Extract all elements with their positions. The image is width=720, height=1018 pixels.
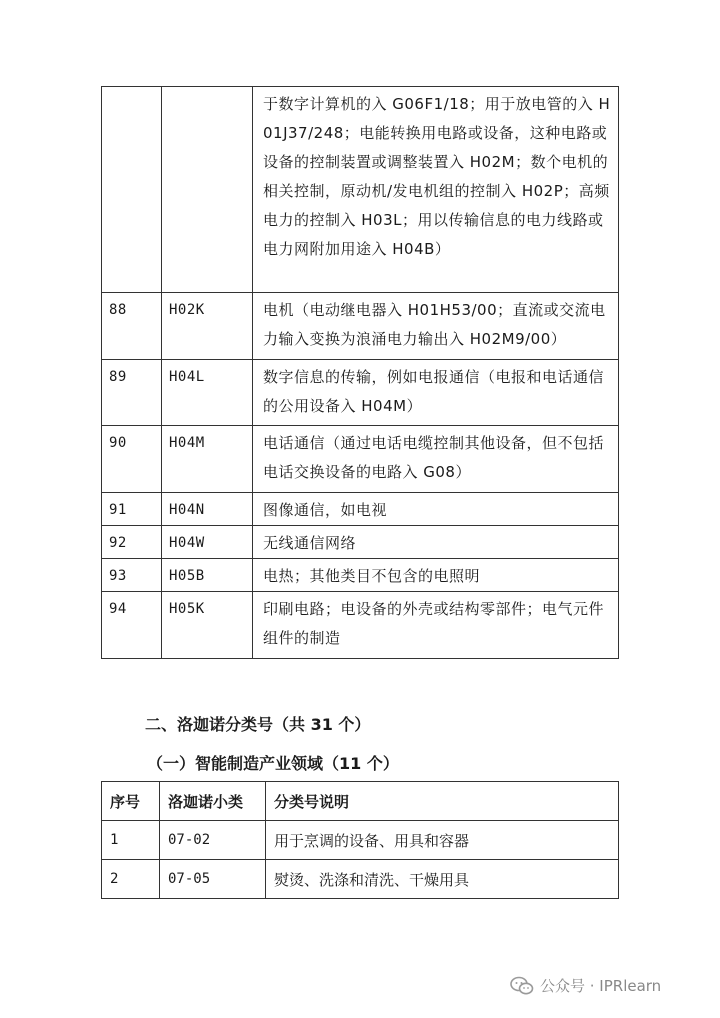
header-seq: 序号 xyxy=(102,782,160,821)
row-code: 07-02 xyxy=(160,821,266,860)
row-code: H04M xyxy=(162,426,253,493)
row-code: 07-05 xyxy=(160,860,266,899)
row-code: H04L xyxy=(162,360,253,426)
table-row xyxy=(102,360,619,426)
table-header-row xyxy=(102,782,619,821)
row-description: 用于烹调的设备、用具和容器 xyxy=(266,821,619,860)
row-description: 印刷电路；电设备的外壳或结构零部件；电气元件组件的制造 xyxy=(253,592,619,659)
table-row xyxy=(102,426,619,493)
row-code: H02K xyxy=(162,293,253,360)
section-heading: 二、洛迦诺分类号（共 31 个） xyxy=(145,715,371,734)
row-description: 于数字计算机的入 G06F1/18；用于放电管的入 H01J37/248；电能转换用电路或设备，这种电路或设备的控制装置或调整装置入 H02M；数个电机的相关控制，原动机/发电机组的控制入 H02P；高频电力的控制入 H03L；用以传输信息的电力线路或电力网附加用途入 H04B） xyxy=(253,87,619,293)
row-code: H04N xyxy=(162,493,253,526)
row-seq: 1 xyxy=(102,821,160,860)
header-class: 洛迦诺小类 xyxy=(160,782,266,821)
header-description: 分类号说明 xyxy=(266,782,619,821)
subsection-heading: （一）智能制造产业领域（11 个） xyxy=(147,754,399,773)
row-seq: 92 xyxy=(102,526,162,559)
row-code xyxy=(162,87,253,293)
row-description: 熨烫、洗涤和清洗、干燥用具 xyxy=(266,860,619,899)
locarno-classification-table xyxy=(101,781,619,899)
row-description: 电热；其他类目不包含的电照明 xyxy=(253,559,619,592)
watermark-text: 公众号 · IPRlearn xyxy=(540,977,662,995)
wechat-icon xyxy=(510,976,534,996)
ipc-classification-table xyxy=(101,86,619,659)
row-code: H05B xyxy=(162,559,253,592)
row-description: 数字信息的传输，例如电报通信（电报和电话通信的公用设备入 H04M） xyxy=(253,360,619,426)
table-row xyxy=(102,526,619,559)
row-seq: 2 xyxy=(102,860,160,899)
row-description: 无线通信网络 xyxy=(253,526,619,559)
row-description: 电机（电动继电器入 H01H53/00；直流或交流电力输入变换为浪涌电力输出入 H02M9/00） xyxy=(253,293,619,360)
row-code: H05K xyxy=(162,592,253,659)
row-seq: 89 xyxy=(102,360,162,426)
table-row xyxy=(102,592,619,659)
table-row xyxy=(102,860,619,899)
row-seq: 91 xyxy=(102,493,162,526)
watermark xyxy=(510,975,661,996)
row-seq xyxy=(102,87,162,293)
row-description: 图像通信，如电视 xyxy=(253,493,619,526)
row-seq: 94 xyxy=(102,592,162,659)
row-description: 电话通信（通过电话电缆控制其他设备，但不包括电话交换设备的电路入 G08） xyxy=(253,426,619,493)
table-row xyxy=(102,559,619,592)
table-row xyxy=(102,87,619,293)
row-seq: 93 xyxy=(102,559,162,592)
table-row xyxy=(102,821,619,860)
row-code: H04W xyxy=(162,526,253,559)
table-row xyxy=(102,493,619,526)
row-seq: 90 xyxy=(102,426,162,493)
row-seq: 88 xyxy=(102,293,162,360)
table-row xyxy=(102,293,619,360)
